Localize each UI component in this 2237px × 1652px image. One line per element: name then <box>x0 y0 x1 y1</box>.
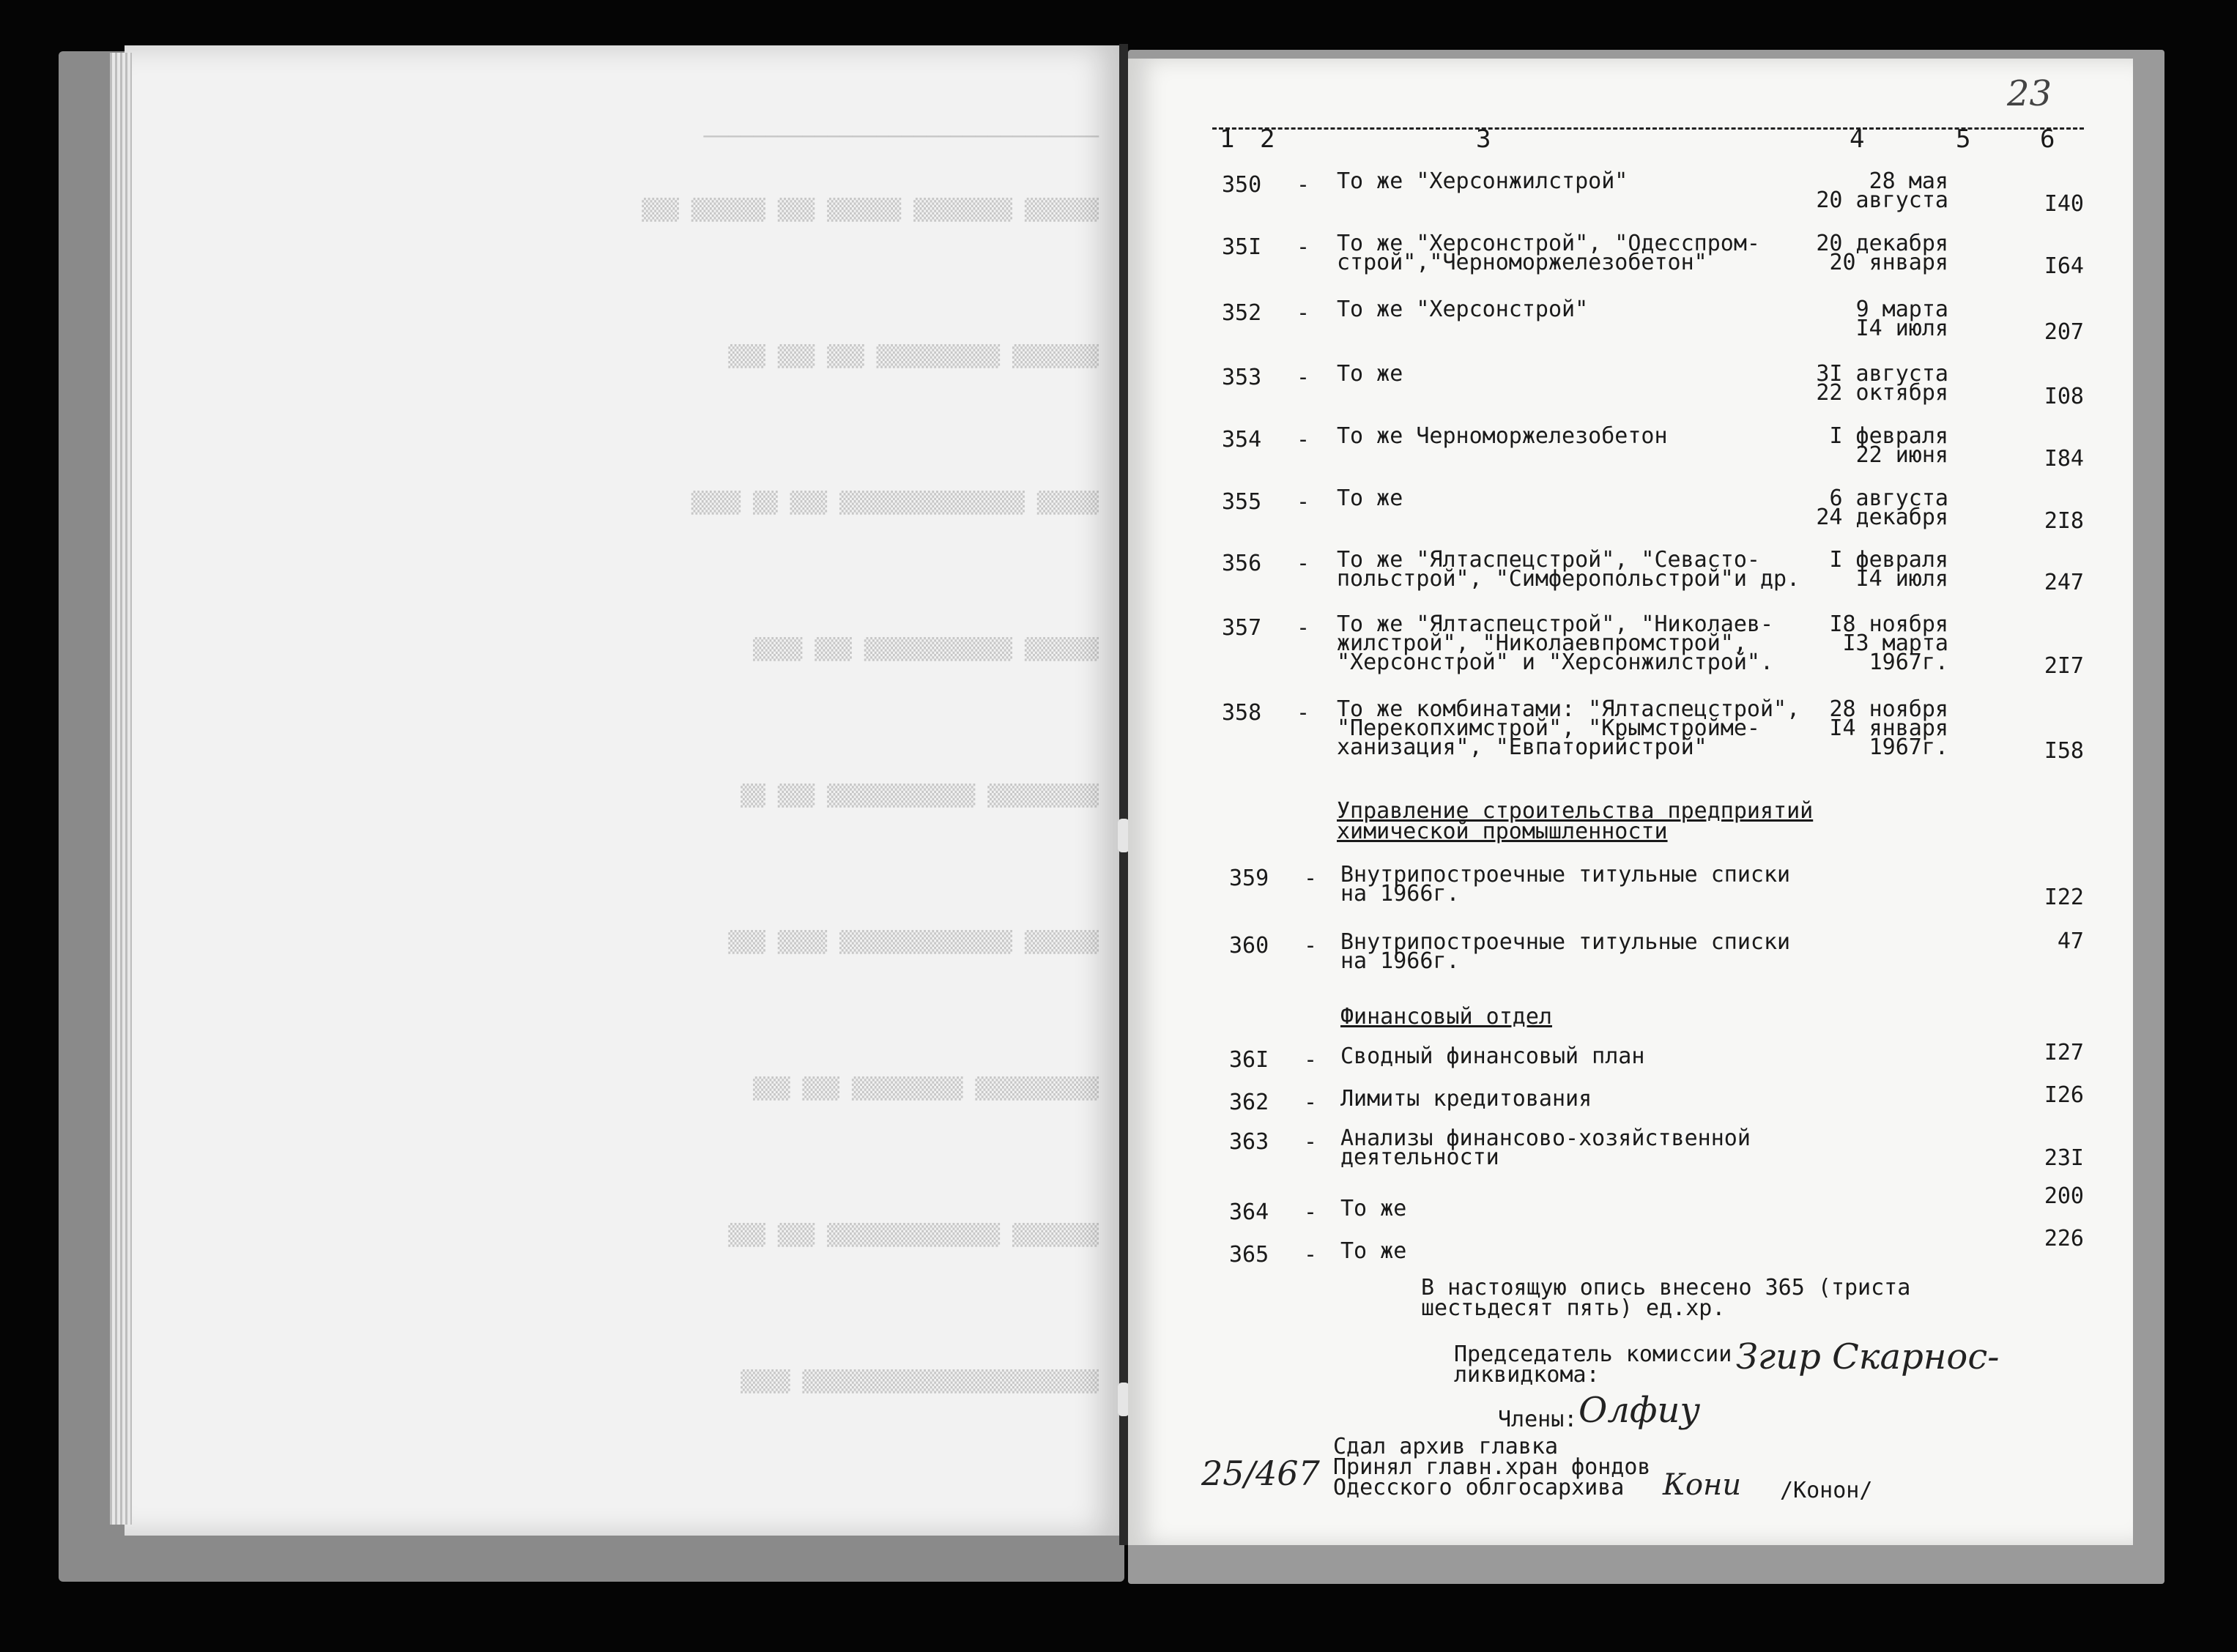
entry-number: 363 <box>1229 1129 1269 1155</box>
entry-title: То же <box>1340 1238 1407 1264</box>
entry-number: 35I <box>1222 234 1262 260</box>
entry-number: 355 <box>1222 489 1262 515</box>
members-label: Члены: <box>1498 1407 1578 1432</box>
entry-dash: - <box>1296 551 1310 576</box>
entry-count: I27 <box>2044 1040 2084 1065</box>
section-heading: Управление строительства предприятий химической промышленности <box>1337 798 1814 844</box>
entry-dash: - <box>1304 1129 1318 1155</box>
entry-dash: - <box>1304 1242 1318 1268</box>
entry-title: Внутрипостроечные титульные списки на 1966г. <box>1340 862 1791 907</box>
header-col: 4 <box>1850 124 1866 154</box>
page-number: 23 <box>2007 73 2052 114</box>
entry-title: То же комбинатами: "Ялтаспецстрой", "Перекопхимстрой", "Крымстройме- ханизация", "Евпаторийстрой" <box>1337 696 1800 760</box>
entry-number: 352 <box>1222 300 1262 326</box>
entry-dates: 28 мая 20 августа <box>1816 168 1948 213</box>
section-heading: Финансовый отдел <box>1340 1004 1552 1030</box>
entry-dates: 28 ноября I4 января 1967г. <box>1829 696 1948 760</box>
entry-title: Лимиты кредитования <box>1340 1086 1592 1112</box>
page-edges <box>110 53 132 1525</box>
entry-dash: - <box>1296 300 1310 326</box>
book-spine <box>1119 44 1128 1545</box>
entry-dash: - <box>1304 866 1318 891</box>
entry-count: I26 <box>2044 1082 2084 1108</box>
entry-number: 36I <box>1229 1047 1269 1073</box>
bleed-through-text: ──────────────────────────────── ▒▒▒▒▒▒ ▒▒▒▒▒▒▒▒ ▒▒▒▒▒▒ ▒▒▒ ▒▒▒▒▒▒ ▒▒▒ ▒▒▒▒▒▒▒ ▒▒▒▒▒▒▒▒▒▒ ▒▒▒ ▒▒▒ ▒▒▒ ▒▒▒▒▒ ▒▒▒▒▒▒▒▒▒▒▒▒▒▒▒ ▒▒▒ ▒▒ ▒▒▒▒ ▒▒▒▒▒▒ ▒▒▒▒▒▒▒▒▒▒▒▒ ▒▒▒ ▒▒▒▒ ▒▒▒▒▒▒▒▒▒ ▒▒▒▒▒▒▒▒▒▒▒▒ ▒▒▒ ▒▒ ▒▒▒▒▒▒ ▒▒▒▒▒▒▒▒▒▒▒▒▒▒ ▒▒▒▒ ▒▒▒ ▒▒▒▒▒▒▒▒▒▒ ▒▒▒▒▒▒▒▒▒ ▒▒▒ ▒▒▒ ▒▒▒▒▒▒▒ ▒▒▒▒▒▒▒▒▒▒▒▒▒▒ ▒▒▒ ▒▒▒ ▒▒▒▒▒▒▒▒▒▒▒▒▒▒▒▒▒▒▒▒▒▒▒▒ ▒▒▒▒ <box>642 124 1099 1394</box>
chairman-label: Председатель комиссии ликвидкома: <box>1454 1342 1732 1388</box>
entry-number: 350 <box>1222 172 1262 198</box>
entry-title: Сводный финансовый план <box>1340 1043 1645 1069</box>
header-col: 1 <box>1220 124 1236 154</box>
entry-number: 365 <box>1229 1242 1269 1268</box>
table-header <box>1212 124 2084 154</box>
entry-dash: - <box>1296 365 1310 390</box>
keeper-name: /Конон/ <box>1780 1478 1873 1503</box>
keeper-label: Принял главн.хран фондов Одесского облгосархива <box>1333 1454 1651 1500</box>
entry-title: Внутрипостроечные титульные списки на 1966г. <box>1340 929 1791 974</box>
entry-count: I58 <box>2044 738 2084 764</box>
entry-number: 364 <box>1229 1199 1269 1225</box>
handwritten-number: 25/467 <box>1201 1454 1320 1493</box>
entry-number: 359 <box>1229 866 1269 891</box>
entry-number: 357 <box>1222 615 1262 641</box>
entry-count: I84 <box>2044 446 2084 472</box>
entry-dash: - <box>1296 489 1310 515</box>
entry-number: 354 <box>1222 427 1262 453</box>
entry-number: 353 <box>1222 365 1262 390</box>
entry-count: 2I7 <box>2044 653 2084 679</box>
header-col: 6 <box>2040 124 2057 154</box>
entry-title: Анализы финансово-хозяйственной деятельности <box>1340 1125 1751 1170</box>
entry-dash: - <box>1304 1047 1318 1073</box>
entry-number: 356 <box>1222 551 1262 576</box>
entry-dates: 20 декабря 20 января <box>1816 231 1948 275</box>
entry-dates: I февраля 22 июня <box>1829 423 1948 468</box>
entry-count: 247 <box>2044 570 2084 595</box>
archive-label: Сдал архив главка <box>1333 1434 1559 1459</box>
header-col: 2 <box>1260 124 1277 154</box>
entry-title: То же "Херсонжилстрой" <box>1337 168 1628 194</box>
entry-count: I22 <box>2044 885 2084 910</box>
member-signature: Олфиу <box>1578 1390 1701 1431</box>
entry-count: 2I8 <box>2044 508 2084 534</box>
entry-count: 23I <box>2044 1145 2084 1171</box>
entry-dash: - <box>1296 234 1310 260</box>
entry-dash: - <box>1304 1199 1318 1225</box>
entry-count: 226 <box>2044 1226 2084 1251</box>
entry-title: То же <box>1337 485 1403 511</box>
entry-dash: - <box>1304 1090 1318 1115</box>
header-col: 5 <box>1956 124 1973 154</box>
keeper-signature: Кони <box>1663 1468 1742 1502</box>
entry-dates: 6 августа 24 декабря <box>1816 485 1948 530</box>
entry-dates: 3I августа 22 октября <box>1816 361 1948 406</box>
entry-dash: - <box>1296 427 1310 453</box>
entry-dash: - <box>1296 615 1310 641</box>
header-col: 3 <box>1476 124 1493 154</box>
entry-count: I40 <box>2044 191 2084 217</box>
inventory-document <box>1128 59 2133 1545</box>
entry-number: 362 <box>1229 1090 1269 1115</box>
entry-dates: I февраля I4 июля <box>1829 547 1948 592</box>
entry-title: То же <box>1337 361 1403 387</box>
entry-count: I64 <box>2044 253 2084 279</box>
entry-count: I08 <box>2044 384 2084 409</box>
entry-title: То же <box>1340 1196 1407 1221</box>
entry-title: То же "Ялтаспецстрой", "Севасто- польстрой", "Симферопольстрой"и др. <box>1337 547 1800 592</box>
entry-count: 200 <box>2044 1183 2084 1209</box>
entry-number: 360 <box>1229 933 1269 959</box>
entry-count: 207 <box>2044 319 2084 345</box>
entry-dates: I8 ноября I3 марта 1967г. <box>1829 611 1948 675</box>
entry-title: То же "Херсонстрой", "Одесспром- строй","Черноморжелезобетон" <box>1337 231 1760 275</box>
entry-dash: - <box>1296 172 1310 198</box>
entry-title: То же "Херсонстрой" <box>1337 297 1589 322</box>
entry-dash: - <box>1304 933 1318 959</box>
entry-title: То же "Ялтаспецстрой", "Николаев- жилстрой", "Николаевпромстрой", "Херсонстрой" и "Херсонжилстрой". <box>1337 611 1774 675</box>
entry-dates: 9 марта I4 июля <box>1855 297 1948 341</box>
chairman-signature: Згир Скарнос- <box>1736 1336 2000 1377</box>
entry-dash: - <box>1296 700 1310 726</box>
entry-number: 358 <box>1222 700 1262 726</box>
entry-count: 47 <box>2057 929 2084 954</box>
entry-title: То же Черноморжелезобетон <box>1337 423 1668 449</box>
total-note: В настоящую опись внесено 365 (триста шестьдесят пять) ед.хр. <box>1421 1275 1911 1321</box>
